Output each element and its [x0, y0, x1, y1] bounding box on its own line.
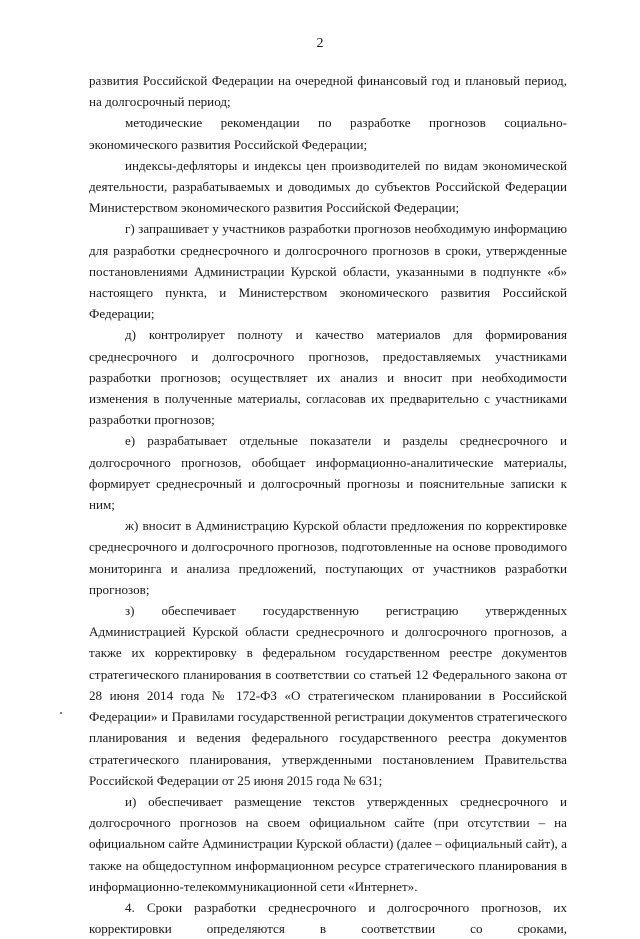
- paragraph-item-e: е) разрабатывает отдельные показатели и разделы среднесрочного и долгосрочного прогнозов, обобщает информационно-аналитические материалы, формирует среднесрочный и долгосрочный прогнозы и пояснительные записки к ним;: [89, 433, 567, 513]
- paragraph-item-z: з) обеспечивает государственную регистрацию утвержденных Администрацией Курской области среднесрочного и долгосрочного прогнозов, а также их корректировку в федеральном государственном реестре документов стратегического планирования в соответствии со статьей 12 Федерального закона от 28 июня 2014 года № 172-ФЗ «О стратегическом планировании в Российской Федерации» и Правилами государственной регистрации документов стратегического планирования и ведения федерального государственного реестра документов стратегического планирования, утвержденными постановлением Правительства Российской Федерации от 25 июня 2015 года № 631;: [89, 603, 567, 788]
- body-text: [89, 70, 567, 939]
- scan-speck: [60, 712, 62, 714]
- paragraph-deflator-indices: индексы-дефляторы и индексы цен производителей по видам экономической деятельности, разрабатываемых и доводимых до субъектов Российской Федерации Министерством экономического развития Российской Федерации;: [89, 157, 567, 216]
- page-number: 2: [316, 36, 324, 51]
- paragraph-continuation: развития Российской Федерации на очередной финансовый год и плановый период, на долгосрочный период;: [89, 73, 567, 110]
- paragraph-item-i: и) обеспечивает размещение текстов утвержденных среднесрочного и долгосрочного прогнозов на своем официальном сайте (при отсутствии – на официальном сайте Администрации Курской области) (далее – официальный сайт), а также на общедоступном информационном ресурсе стратегического планирования в информационно-телекоммуникационной сети «Интернет».: [89, 793, 567, 894]
- paragraph-item-d: д) контролирует полноту и качество материалов для формирования среднесрочного и долгосрочного прогнозов, предоставляемых участниками разработки прогнозов; осуществляет их анализ и вносит при необходимости изменения в полученные материалы, согласовав их предварительно с участниками разработки прогнозов;: [89, 327, 567, 428]
- paragraph-item-zh: ж) вносит в Администрацию Курской области предложения по корректировке среднесрочного и долгосрочного прогнозов, подготовленные на основе проводимого мониторинга и анализа предложений, поступающих от участников разработки прогнозов;: [89, 518, 567, 597]
- paragraph-methodical-recommendations: методические рекомендации по разработке прогнозов социально-экономического развития Российской Федерации;: [89, 115, 567, 152]
- paragraph-item-4: 4. Сроки разработки среднесрочного и долгосрочного прогнозов, их корректировки определяются в соответствии со сроками,: [89, 899, 567, 937]
- paragraph-item-g: г) запрашивает у участников разработки прогнозов необходимую информацию для разработки среднесрочного и долгосрочного прогнозов в сроки, утвержденные постановлениями Администрации Курской области, указанными в подпункте «б» настоящего пункта, и Министерством экономического развития Российской Федерации;: [89, 221, 567, 322]
